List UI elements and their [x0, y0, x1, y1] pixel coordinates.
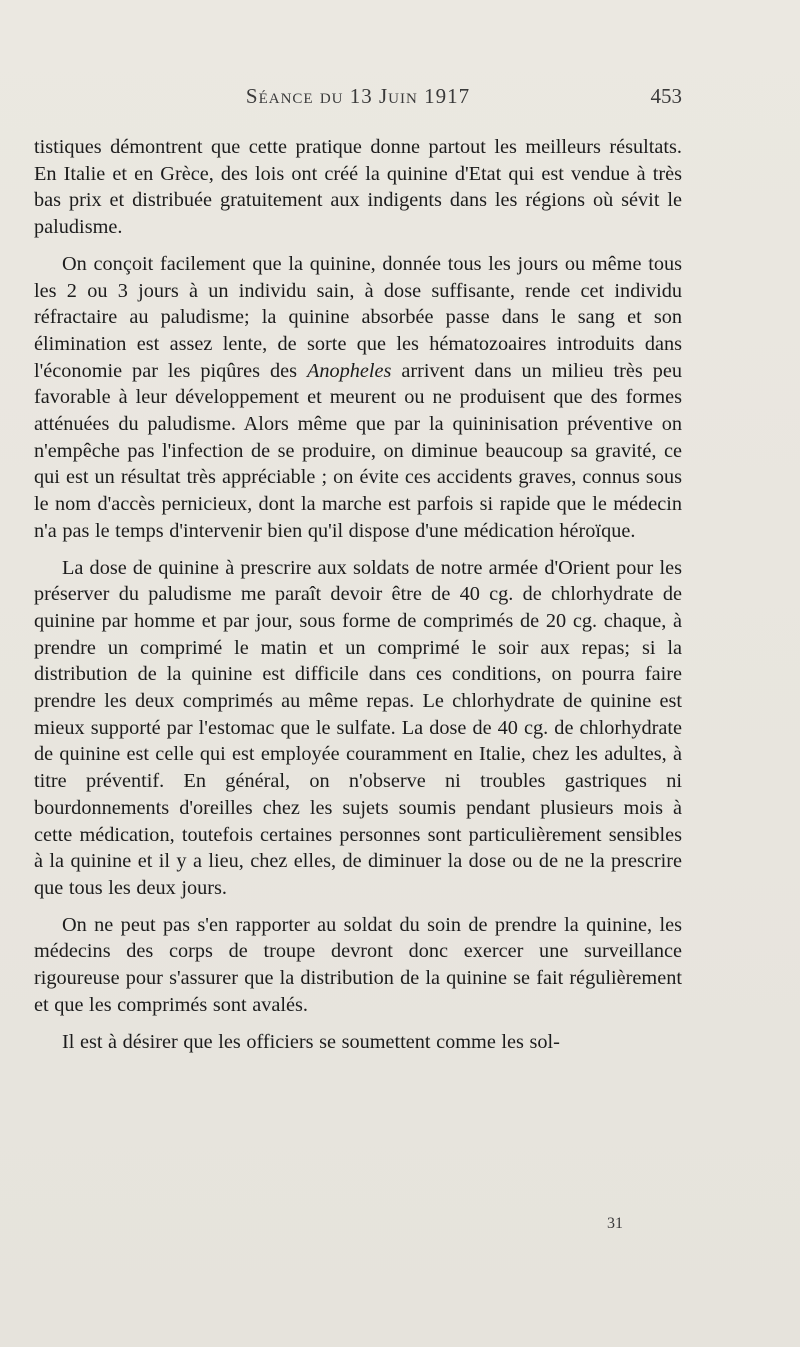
signature-mark: 31 [607, 1215, 623, 1232]
paragraph-3: La dose de quinine à prescrire aux soldats de notre armée d'Orient pour les préserver du paludisme me paraît devoir être de 40 cg. de chlorhydrate de quinine par homme et par jour, sous forme de comprimés de 20 cg. chaque, à prendre un comprimé le matin et un comprimé le soir aux repas; si la distribution de la quinine est difficile dans ces conditions, on pourra faire prendre les deux comprimés au même repas. Le chlorhydrate de quinine est mieux supporté par l'estomac que le sulfate. La dose de 40 cg. de chlorhydrate de quinine est celle qui est employée couramment en Italie, chez les adultes, à titre préventif. En général, on n'observe ni troubles gastriques ni bourdonnements d'oreilles chez les sujets soumis pendant plusieurs mois à cette médication, toutefois certaines personnes sont particulièrement sensibles à la quinine et il y a lieu, chez elles, de diminuer la dose ou de ne la prescrire que tous les deux jours. [34, 556, 682, 899]
paragraph-2: On conçoit facilement que la quinine, donnée tous les jours ou même tous les 2 ou 3 jours à un individu sain, à dose suffisante, rende cet individu réfractaire au paludisme; la quinine absorbée passe dans le sang et son élimination est assez lente, de sorte que les hématozoaires introduits dans l'économie par les piqûres des Anopheles arrivent dans un milieu très peu favorable à leur développement et meurent ou ne produisent que des formes atténuées du paludisme. Alors même que par la quininisation préventive on n'empêche pas l'infection de se produire, on diminue beaucoup sa gravité, ce qui est un résultat très appréciable ; on évite ces accidents graves, connus sous le nom d'accès pernicieux, dont la marche est parfois si rapide que le médecin n'a pas le temps d'intervenir bien qu'il dispose d'une médication héroïque. [34, 252, 682, 542]
body-text [34, 134, 682, 1055]
paragraph-4: On ne peut pas s'en rapporter au soldat du soin de prendre la quinine, les médecins des corps de troupe devront donc exercer une surveillance rigoureuse pour s'assurer que la distribution de la quinine se fait régulièrement et que les comprimés sont avalés. [34, 913, 682, 1016]
page-header [34, 84, 682, 118]
paragraph-5: Il est à désirer que les officiers se soumettent comme les sol- [62, 1030, 560, 1053]
paragraph-1: tistiques démontrent que cette pratique donne partout les meilleurs résultats. En Italie et en Grèce, des lois ont créé la quinine d'Etat qui est vendue à très bas prix et distribuée gratuitement aux indigents dans les régions où sévit le paludisme. [34, 136, 682, 239]
italic-term: Anopheles [306, 359, 392, 382]
running-head: Séance du 13 Juin 1917 [245, 84, 471, 108]
page-number: 453 [650, 84, 682, 108]
